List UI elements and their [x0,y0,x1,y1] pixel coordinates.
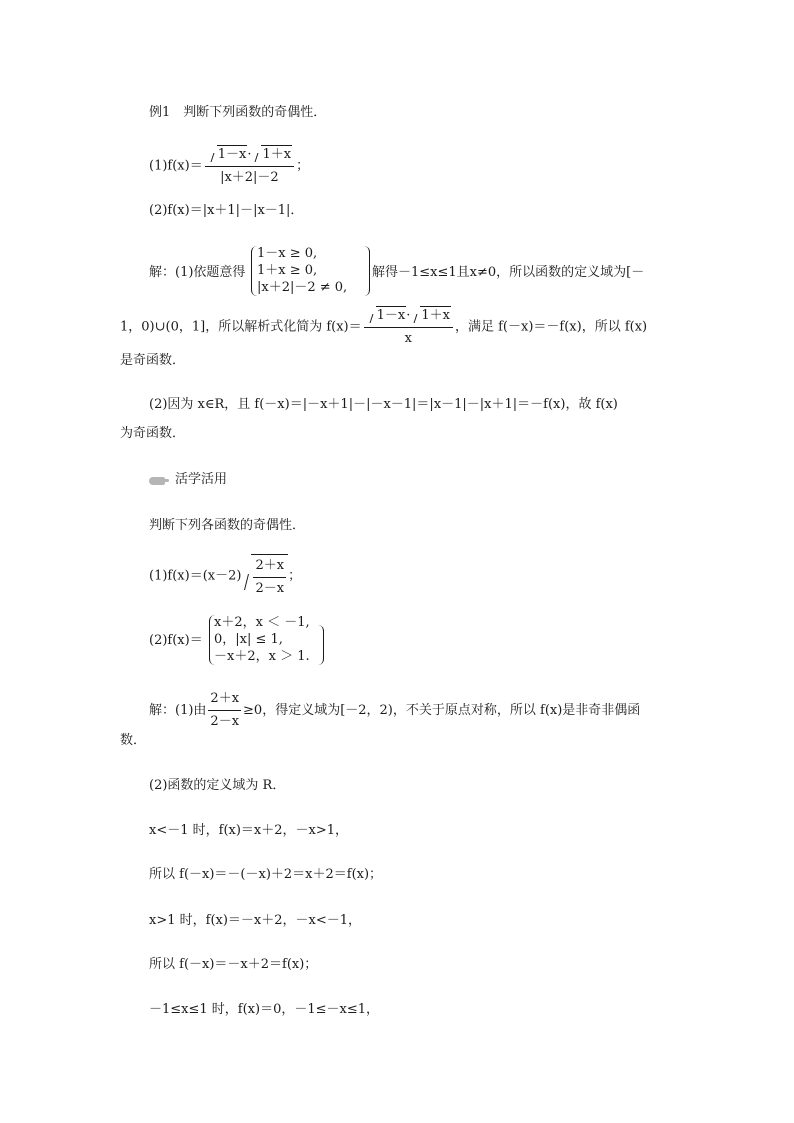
practice-q2-case3: －x＋2，x ＞ 1. [214,649,310,664]
example-q1-prefix: (1)f(x)＝ [149,158,203,174]
example-q1-fraction: $\frac{1-x\cdot 1+x}{|x+2|-2}$ [205,145,294,187]
sqrt-symbol: 1＋x [411,306,451,325]
example-sol1-case3: |x＋2|－2 ≠ 0, [257,280,348,295]
pointing-hand-icon [149,477,165,485]
example-q2: (2)f(x)＝|x＋1|－|x－1|． [149,203,304,218]
practice-sol1-line2: 数． [120,733,147,748]
sqrt-symbol: 1＋x [252,145,292,164]
practice-sol2-line3: 所以 f(－x)＝－(－x)＋2＝x＋2＝f(x)； [149,867,383,882]
sqrt-symbol: 1－x [367,306,407,325]
example-sol1-prefix: 解：(1)依题意得 [149,265,246,280]
practice-intro: 判断下列各函数的奇偶性． [149,518,306,533]
practice-sol1: 解：(1)由 $\frac{2+x}{2-x}$ ≥0，得定义域为[－2，2)，不关于原点对称，所以 f(x)是非奇非偶函 [149,691,641,729]
example-q1: (1)f(x)＝ $\frac{1-x\cdot 1+x}{|x+2|-2}$ ； [149,147,310,185]
practice-q1: (1)f(x)＝(x－2) $\frac{2+x}{2-x}$ ； [149,554,301,598]
practice-q2-case2: 0，|x| ≤ 1, [214,632,283,647]
sqrt-symbol: $\frac{2+x}{2-x}$ [241,554,288,598]
practice-sol2-line1: (2)函数的定义域为 R． [149,778,286,793]
practice-heading: 活学活用 [175,472,228,487]
example-title: 例1 判断下列函数的奇偶性． [149,105,327,120]
right-brace [364,246,370,296]
example-sol1-line3: 是奇函数． [120,353,186,368]
practice-sol2-line5: 所以 f(－x)＝－x＋2＝f(x)； [149,957,318,972]
sqrt-symbol: 1－x [208,145,248,164]
practice-sol2-line6: －1≤x≤1 时，f(x)＝0，－1≤－x≤1， [149,1002,380,1017]
practice-sol2-line4: x>1 时，f(x)＝－x＋2，－x<－1， [149,913,362,928]
example-sol1-after: 解得－1≤x≤1且x≠0，所以函数的定义域为[－ [372,265,645,280]
example-sol1-line2: 1，0)∪(0，1]，所以解析式化简为 f(x)＝ $\frac{1-x\cdot 1+x}{x}$ ，满足 f(－x)＝－f(x)，所以 f(x) [120,308,648,346]
example-sol2-line2: 为奇函数． [120,426,186,441]
practice-sol1-fraction: $\frac{2+x}{2-x}$ [210,691,240,729]
right-brace [318,625,324,665]
example-sol2-line1: (2)因为 x∈R，且 f(－x)＝|－x＋1|－|－x－1|＝|x－1|－|x＋1|＝－f(x)，故 f(x) [149,397,618,412]
practice-q2-prefix: (2)f(x)＝ [149,633,203,648]
example-sol1-case2: 1＋x ≥ 0, [257,263,318,278]
practice-sol2-line2: x<－1 时，f(x)＝x＋2，－x>1， [149,823,349,838]
example-sol1-case1: 1－x ≥ 0, [257,246,318,261]
practice-q2-case1: x＋2，x ＜ －1, [214,615,310,630]
example-sol1-fraction: $\frac{1-x\cdot 1+x}{x}$ [364,306,453,348]
